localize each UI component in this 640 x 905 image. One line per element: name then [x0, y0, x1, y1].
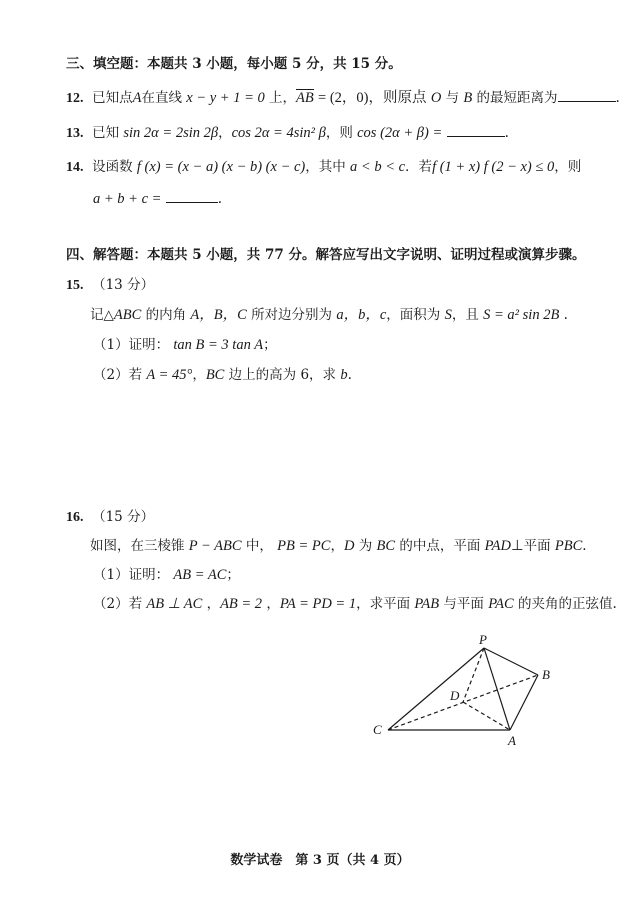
points: （15 分）: [92, 509, 155, 525]
question-number: 13.: [66, 126, 84, 141]
question-16-stem: 如图，在三棱锥 P − ABC 中， PB = PC，D 为 BC 的中点，平面 PAD⊥平面 PBC.: [90, 538, 587, 554]
question-15-part1: （1）证明： tan B = 3 tan A；: [93, 337, 277, 353]
question-15-stem: 记△ABC 的内角 A，B，C 所对边分别为 a，b，c，面积为 S，且 S = a² sin 2B .: [90, 307, 568, 323]
edge-PB: [484, 648, 538, 675]
section4-heading: 四、解答题：本题共 5 小题，共 77 分。解答应写出文字说明、证明过程或演算步骤。: [66, 247, 586, 263]
question-15-header: [66, 276, 154, 295]
question-number: 16.: [66, 510, 84, 525]
label-B: B: [542, 667, 550, 682]
inequality: f (1 + x) f (2 − x) ≤ 0: [432, 159, 555, 175]
label-P: P: [479, 632, 487, 647]
equation: tan B = 3 tan A: [173, 337, 264, 353]
question-12: 12. 已知点A在直线 x − y + 1 = 0 上，AB = (2，0)，则原点 O 与 B 的最短距离为 .: [66, 90, 620, 106]
equation: A = 45°: [146, 367, 193, 383]
section3-heading: 三、填空题：本题共 3 小题，每小题 5 分，共 15 分。: [66, 56, 402, 72]
question-13: 13. 已知 sin 2α = 2sin 2β，cos 2α = 4sin² β，则 cos (2α + β) = .: [66, 125, 509, 141]
expression: cos (2α + β) =: [357, 125, 443, 141]
question-14-line2: a + b + c = .: [93, 191, 223, 207]
answer-blank[interactable]: [558, 101, 616, 102]
points: （13 分）: [92, 277, 155, 293]
label-A: A: [508, 733, 516, 748]
equation: sin 2α = 2sin 2β: [123, 125, 219, 141]
page-footer: 数学试卷 第 3 页（共 4 页）: [230, 853, 410, 868]
equation: AB = AC: [173, 567, 227, 583]
question-16-part2: （2）若 AB ⊥ AC ，AB = 2 ，PA = PD = 1，求平面 PAB 与平面 PAC 的夹角的正弦值.: [93, 596, 617, 612]
label-C: C: [373, 722, 382, 737]
question-number: 15.: [66, 278, 84, 293]
pyramid-figure: [360, 630, 570, 750]
question-number: 14.: [66, 160, 84, 175]
question-16-part1: （1）证明： AB = AC；: [93, 567, 240, 583]
line-equation: x − y + 1 = 0: [186, 90, 265, 106]
question-15-part2: （2）若 A = 45°，BC 边上的高为 6，求 b.: [93, 367, 352, 383]
equation: cos 2α = 4sin² β: [231, 125, 326, 141]
function-definition: f (x) = (x − a) (x − b) (x − c): [136, 159, 306, 175]
question-16-header: [66, 508, 154, 527]
area-equation: S = a² sin 2B: [483, 307, 560, 323]
edge-PD-hidden: [463, 648, 484, 702]
question-14: 14. 设函数 f (x) = (x − a) (x − b) (x − c)，其中 a < b < c．若f (1 + x) f (2 − x) ≤ 0，则: [66, 159, 582, 175]
answer-blank[interactable]: [447, 136, 505, 137]
edge-PA: [484, 648, 510, 730]
question-number: 12.: [66, 91, 84, 106]
answer-blank[interactable]: [166, 202, 218, 203]
edge-PC: [388, 648, 484, 730]
label-D: D: [450, 688, 460, 703]
vector-AB: AB: [296, 90, 314, 106]
